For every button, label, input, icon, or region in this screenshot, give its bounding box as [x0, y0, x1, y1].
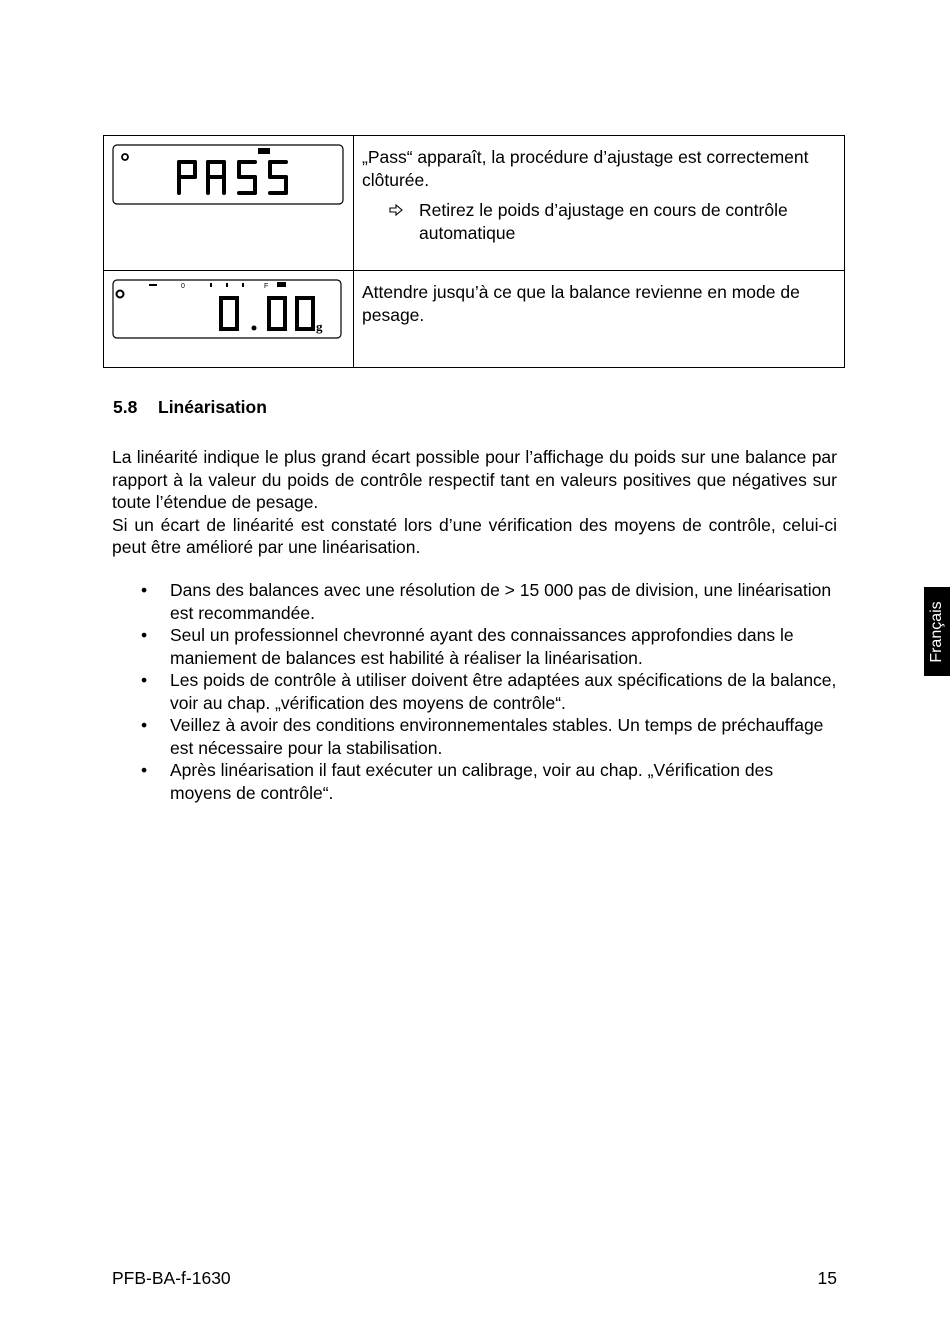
- table-row: [104, 271, 845, 368]
- list-item-text: Veillez à avoir des conditions environnementales stables. Un temps de préchauffage est nécessaire pour la stabilisation.: [170, 715, 824, 758]
- lcd-zero-label: 0: [181, 283, 185, 290]
- section-title: Linéarisation: [158, 397, 267, 417]
- step-action-text: Retirez le poids d’ajustage en cours de contrôle automatique: [419, 200, 788, 243]
- bullet-icon: •: [141, 580, 148, 600]
- list-item-text: Dans des balances avec une résolution de > 15 000 pas de division, une linéarisation est recommandée.: [170, 580, 832, 623]
- list-item: [112, 714, 837, 759]
- language-tab-label: Français: [928, 600, 945, 663]
- list-item: [112, 579, 837, 624]
- display-cell: [104, 136, 354, 271]
- list-item: [112, 759, 837, 804]
- description-cell: [354, 271, 845, 368]
- list-item-text: Après linéarisation il faut exécuter un calibrage, voir au chap. „Vérification des moyens de contrôle“.: [170, 760, 774, 803]
- bullet-icon: •: [141, 715, 148, 735]
- list-item: [112, 669, 837, 714]
- lcd-reading: PASS: [184, 198, 187, 199]
- lcd-pass-illustration: [104, 136, 353, 252]
- footer-page-number: 15: [817, 1268, 837, 1288]
- step-action: [362, 199, 836, 244]
- bullet-list: [112, 579, 837, 804]
- hollow-right-arrow-icon: [389, 199, 419, 222]
- lcd-unit: g: [316, 319, 323, 334]
- bullet-icon: •: [141, 670, 148, 690]
- adjustment-steps-table: [103, 135, 845, 368]
- lcd-decimal-point: [252, 326, 257, 331]
- lcd-f-label: F: [264, 283, 269, 290]
- paragraph: La linéarité indique le plus grand écart possible pour l’affichage du poids sur une balance par rapport à la valeur du poids de contrôle respectif tant en valeurs positives que négatives sur toute l’étendue de pesage.: [112, 447, 837, 512]
- step-description: „Pass“ apparaît, la procédure d’ajustage est correctement clôturée.: [362, 147, 809, 190]
- body-text: [112, 446, 837, 559]
- description-cell: [354, 136, 845, 271]
- bullet-icon: •: [141, 625, 148, 645]
- table-row: [104, 136, 845, 271]
- section-heading: [113, 396, 267, 419]
- step-description: Attendre jusqu’à ce que la balance revienne en mode de pesage.: [362, 282, 800, 325]
- section-number: 5.8: [113, 397, 138, 417]
- lcd-battery-icon: [258, 148, 270, 154]
- bullet-icon: •: [141, 760, 148, 780]
- lcd-zero-illustration: [104, 271, 353, 349]
- language-tab: [924, 587, 950, 676]
- list-item-text: Seul un professionnel chevronné ayant des connaissances approfondies dans le maniement de balances est habilité à réaliser la linéarisation.: [170, 625, 794, 668]
- list-item-text: Les poids de contrôle à utiliser doivent être adaptées aux spécifications de la balance, voir au chap. „vérification des moyens de contrôle“.: [170, 670, 837, 713]
- lcd-reading: 0.00: [224, 321, 226, 322]
- paragraph: Si un écart de linéarité est constaté lors d’une vérification des moyens de contrôle, celui-ci peut être amélioré par une linéarisation.: [112, 514, 837, 557]
- list-item: [112, 624, 837, 669]
- display-cell: [104, 271, 354, 368]
- lcd-frame: [113, 145, 343, 204]
- footer-doc-id: PFB-BA-f-1630: [112, 1268, 231, 1288]
